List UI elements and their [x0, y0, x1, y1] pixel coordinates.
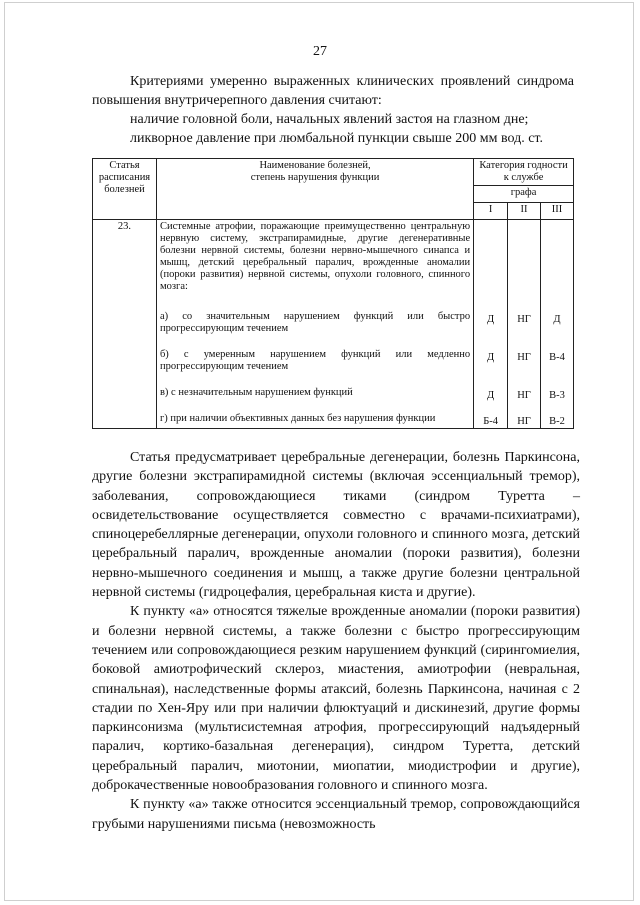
page-number: 27: [313, 44, 327, 59]
intro-line-2: наличие головной боли, начальных явлений застоя на глазном дне;: [130, 112, 529, 127]
paragraph-3: К пункту «а» также относится эссенциальный тремор, сопровождающийся грубыми нарушениями письма (невозможность: [92, 797, 580, 832]
header-graph-3: III: [541, 203, 574, 220]
subpoint-a: а) со значительным нарушением функций или быстро прогрессирующим течением: [159, 311, 471, 334]
header-article: Статья расписания болезней: [93, 159, 157, 220]
category-col-2: [508, 220, 541, 429]
intro-block: [92, 72, 574, 148]
subpoint-b: б) с умеренным нарушением функций или медленно прогрессирующим течением: [159, 349, 471, 372]
article-number: 23.: [93, 220, 157, 429]
cat-d-3: В-2: [549, 416, 565, 427]
intro-line-1: Критериями умеренно выраженных клинических проявлений синдрома повышения внутричерепного давления считают:: [92, 74, 574, 108]
header-graph: графа: [474, 186, 574, 203]
cat-c-1: Д: [487, 390, 495, 401]
category-col-3: [541, 220, 574, 429]
table-row: [93, 220, 574, 429]
cat-c-3: В-3: [549, 390, 565, 401]
header-graph-2: II: [508, 203, 541, 220]
cat-c-2: НГ: [517, 390, 531, 401]
disease-lead: Системные атрофии, поражающие преимущественно центральную нервную систему, экстрапирамидные, другие дегенеративные болезни нервной системы, болезни нервно-мышечного синапса и мышц, детский церебральный паралич, врожденные аномалии (пороки развития) нервной системы, опухоли головного, спинного мозга:: [159, 221, 471, 292]
header-disease-name-line1: Наименование болезней,: [259, 160, 371, 171]
cat-d-1: Б-4: [483, 416, 498, 427]
cat-b-2: НГ: [517, 352, 531, 363]
cat-b-1: Д: [487, 352, 495, 363]
cat-b-3: В-4: [549, 352, 565, 363]
cat-a-1: Д: [487, 314, 495, 325]
schedule-table: [92, 158, 574, 429]
header-disease-name-line2: степень нарушения функции: [250, 172, 380, 183]
header-graph-1: I: [474, 203, 508, 220]
paragraph-1: Статья предусматривает церебральные дегенерации, болезнь Паркинсона, другие болезни экстрапирамидной системы (включая эссенциальный тремор), заболевания, сопровождающиеся тиками (синдром Туретта – освидетельствование осуществляется совместно с врачами-психиатрами), спиноцеребеллярные дегенерации, опухоли головного и спинного мозга, детский церебральный паралич, врожденные аномалии (пороки развития), болезни нервно-мышечного соединения и мышц, а также другие болезни центральной нервной системы (гидроцефалия, церебральная киста и другие).: [92, 450, 580, 601]
cat-d-2: НГ: [517, 416, 531, 427]
cat-a-3: Д: [553, 314, 561, 325]
main-text: [92, 448, 580, 834]
disease-description: [156, 220, 473, 429]
header-disease-name: [156, 159, 473, 220]
category-col-1: [474, 220, 508, 429]
subpoint-c: в) с незначительным нарушением функций: [159, 387, 353, 398]
header-category: Категория годности к службе: [474, 159, 574, 186]
intro-line-3: ликворное давление при люмбальной пункции свыше 200 мм вод. ст.: [130, 131, 543, 146]
subpoint-d: г) при наличии объективных данных без нарушения функции: [159, 413, 436, 424]
cat-a-2: НГ: [517, 314, 531, 325]
paragraph-2: К пункту «а» относятся тяжелые врожденные аномалии (пороки развития) и болезни нервной системы, а также болезни с быстро прогрессирующим течением или сопровождающиеся резким нарушением функций (сирингомиелия, боковой амиотрофический склероз, миастения, амиотрофии (невральная, спинальная), наследственные формы атаксий, болезнь Паркинсона, начиная с 2 стадии по Хен-Яру или при наличии флюктуаций и дискинезий, другие формы паркинсонизма (мультисистемная атрофия, прогрессирующий надъядерный паралич, кортико-базальная дегенерация), синдром Туретта, детский церебральный паралич, миотонии, миопатии, миодистрофии и другие), доброкачественные новообразования головного и спинного мозга.: [92, 604, 580, 794]
